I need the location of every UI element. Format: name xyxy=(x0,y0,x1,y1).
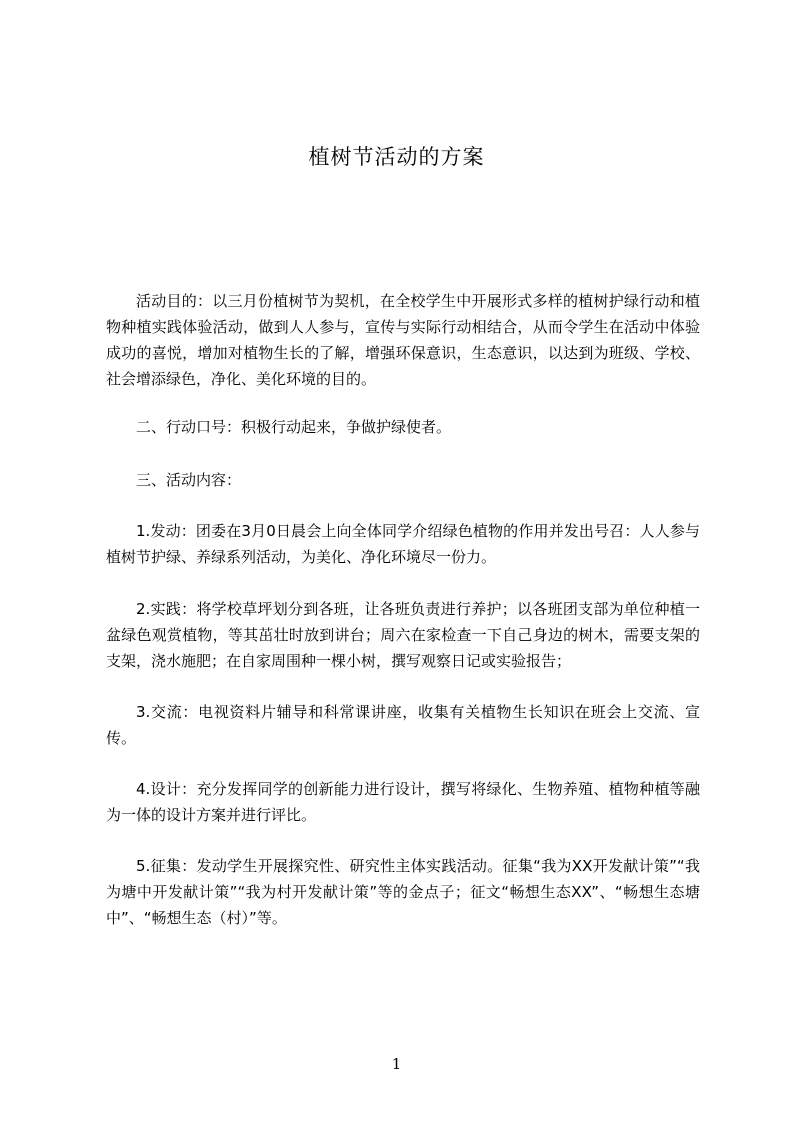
paragraph-item-mobilize: 1.发动：团委在3月0日晨会上向全体同学介绍绿色植物的作用并发出号召：人人参与植树节护绿、养绿系列活动，为美化、净化环境尽一份力。 xyxy=(106,522,700,566)
paragraph-action-slogan: 二、行动口号：积极行动起来，争做护绿使者。 xyxy=(136,418,452,436)
paragraph-item-collect: 5.征集：发动学生开展探究性、研究性主体实践活动。征集“我为XX开发献计策”“我为塘中开发献计策”“我为村开发献计策”等的金点子；征文“畅想生态XX”、“畅想生态塘中”、“畅想生态（村）”等。 xyxy=(106,857,700,927)
paragraph-activity-purpose: 活动目的：以三月份植树节为契机，在全校学生中开展形式多样的植树护绿行动和植物种植实践体验活动，做到人人参与，宣传与实际行动相结合，从而令学生在活动中体验成功的喜悦，增加对植物生长的了解，增强环保意识，生态意识，以达到为班级、学校、社会增添绿色，净化、美化环境的目的。 xyxy=(106,292,700,388)
document-title: 植树节活动的方案 xyxy=(308,145,485,169)
document-body xyxy=(106,288,700,955)
paragraph-activity-content-heading: 三、活动内容： xyxy=(136,471,242,489)
page-number: 1 xyxy=(391,1055,402,1073)
paragraph-item-practice: 2.实践：将学校草坪划分到各班，让各班负责进行养护；以各班团支部为单位种植一盆绿色观赏植物，等其茁壮时放到讲台；周六在家检查一下自己身边的树木，需要支架的支架，浇水施肥；在自家周围种一棵小树，撰写观察日记或实验报告； xyxy=(106,600,700,670)
paragraph-item-design: 4.设计：充分发挥同学的创新能力进行设计，撰写将绿化、生物养殖、植物种植等融为一体的设计方案并进行评比。 xyxy=(106,780,700,824)
paragraph-item-exchange: 3.交流：电视资料片辅导和科常课讲座，收集有关植物生长知识在班会上交流、宣传。 xyxy=(106,703,700,747)
